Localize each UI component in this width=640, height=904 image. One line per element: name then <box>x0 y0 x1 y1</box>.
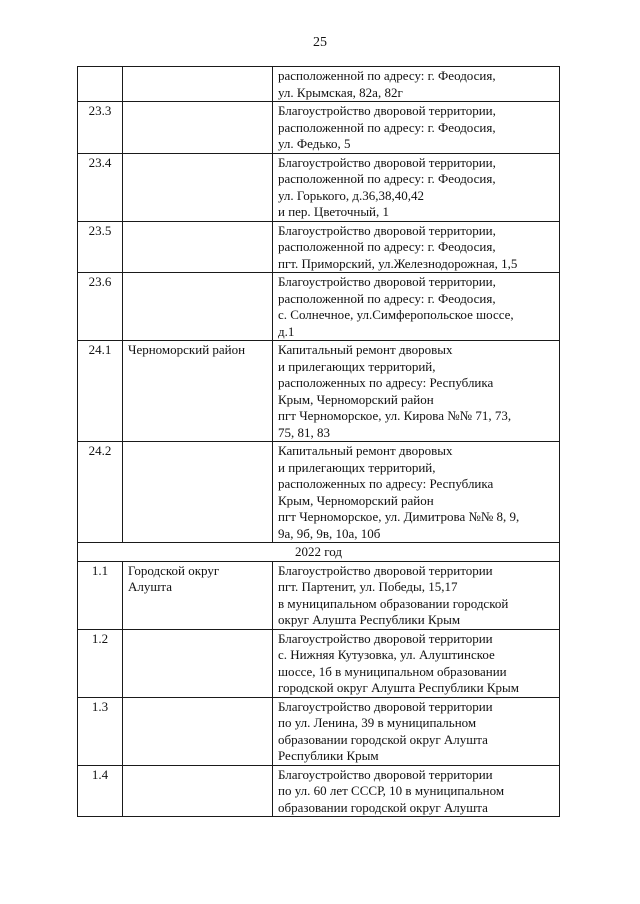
row-description: Благоустройство дворовой территории, расположенной по адресу: г. Феодосия, с. Солнечное, ул.Симферопольское шоссе, д.1 <box>273 273 560 341</box>
row-area <box>123 221 273 273</box>
row-area <box>123 67 273 102</box>
row-area <box>123 442 273 543</box>
table-row <box>78 341 560 442</box>
row-description: Благоустройство дворовой территории с. Нижняя Кутузовка, ул. Алуштинское шоссе, 1б в муниципальном образовании городской округ Алушта Республики Крым <box>273 629 560 697</box>
table-row <box>78 629 560 697</box>
row-description: расположенной по адресу: г. Феодосия, ул. Крымская, 82а, 82г <box>273 67 560 102</box>
table-row <box>78 221 560 273</box>
row-number: 23.3 <box>78 102 123 154</box>
row-number: 24.1 <box>78 341 123 442</box>
program-table <box>77 66 560 817</box>
row-description: Благоустройство дворовой территории пгт. Партенит, ул. Победы, 15,17 в муниципальном образовании городской округ Алушта Республики Крым <box>273 561 560 629</box>
row-area: Городской округ Алушта <box>123 561 273 629</box>
table-row <box>78 697 560 765</box>
row-number <box>78 67 123 102</box>
year-header: 2022 год <box>78 543 560 562</box>
row-number: 1.2 <box>78 629 123 697</box>
row-number: 1.4 <box>78 765 123 817</box>
row-area <box>123 273 273 341</box>
row-number: 24.2 <box>78 442 123 543</box>
row-area <box>123 153 273 221</box>
row-area: Черноморский район <box>123 341 273 442</box>
row-number: 1.1 <box>78 561 123 629</box>
row-number: 23.6 <box>78 273 123 341</box>
table-row <box>78 442 560 543</box>
row-number: 1.3 <box>78 697 123 765</box>
row-area <box>123 629 273 697</box>
table-row <box>78 273 560 341</box>
row-description: Благоустройство дворовой территории по ул. 60 лет СССР, 10 в муниципальном образовании городской округ Алушта <box>273 765 560 817</box>
year-header-row <box>78 543 560 562</box>
table-row <box>78 153 560 221</box>
row-area <box>123 102 273 154</box>
row-description: Благоустройство дворовой территории по ул. Ленина, 39 в муниципальном образовании городской округ Алушта Республики Крым <box>273 697 560 765</box>
table-row <box>78 102 560 154</box>
table-row <box>78 67 560 102</box>
row-description: Благоустройство дворовой территории, расположенной по адресу: г. Феодосия, пгт. Приморский, ул.Железнодорожная, 1,5 <box>273 221 560 273</box>
row-number: 23.5 <box>78 221 123 273</box>
row-description: Капитальный ремонт дворовых и прилегающих территорий, расположенных по адресу: Республика Крым, Черноморский район пгт Черноморское, ул. Кирова №№ 71, 73, 75, 81, 83 <box>273 341 560 442</box>
table-row <box>78 765 560 817</box>
row-description: Капитальный ремонт дворовых и прилегающих территорий, расположенных по адресу: Республика Крым, Черноморский район пгт Черноморское, ул. Димитрова №№ 8, 9, 9а, 9б, 9в, 10а, 10б <box>273 442 560 543</box>
row-description: Благоустройство дворовой территории, расположенной по адресу: г. Феодосия, ул. Горького, д.36,38,40,42 и пер. Цветочный, 1 <box>273 153 560 221</box>
page-number: 25 <box>313 35 327 50</box>
row-description: Благоустройство дворовой территории, расположенной по адресу: г. Феодосия, ул. Федько, 5 <box>273 102 560 154</box>
row-area <box>123 765 273 817</box>
row-area <box>123 697 273 765</box>
table-row <box>78 561 560 629</box>
row-number: 23.4 <box>78 153 123 221</box>
